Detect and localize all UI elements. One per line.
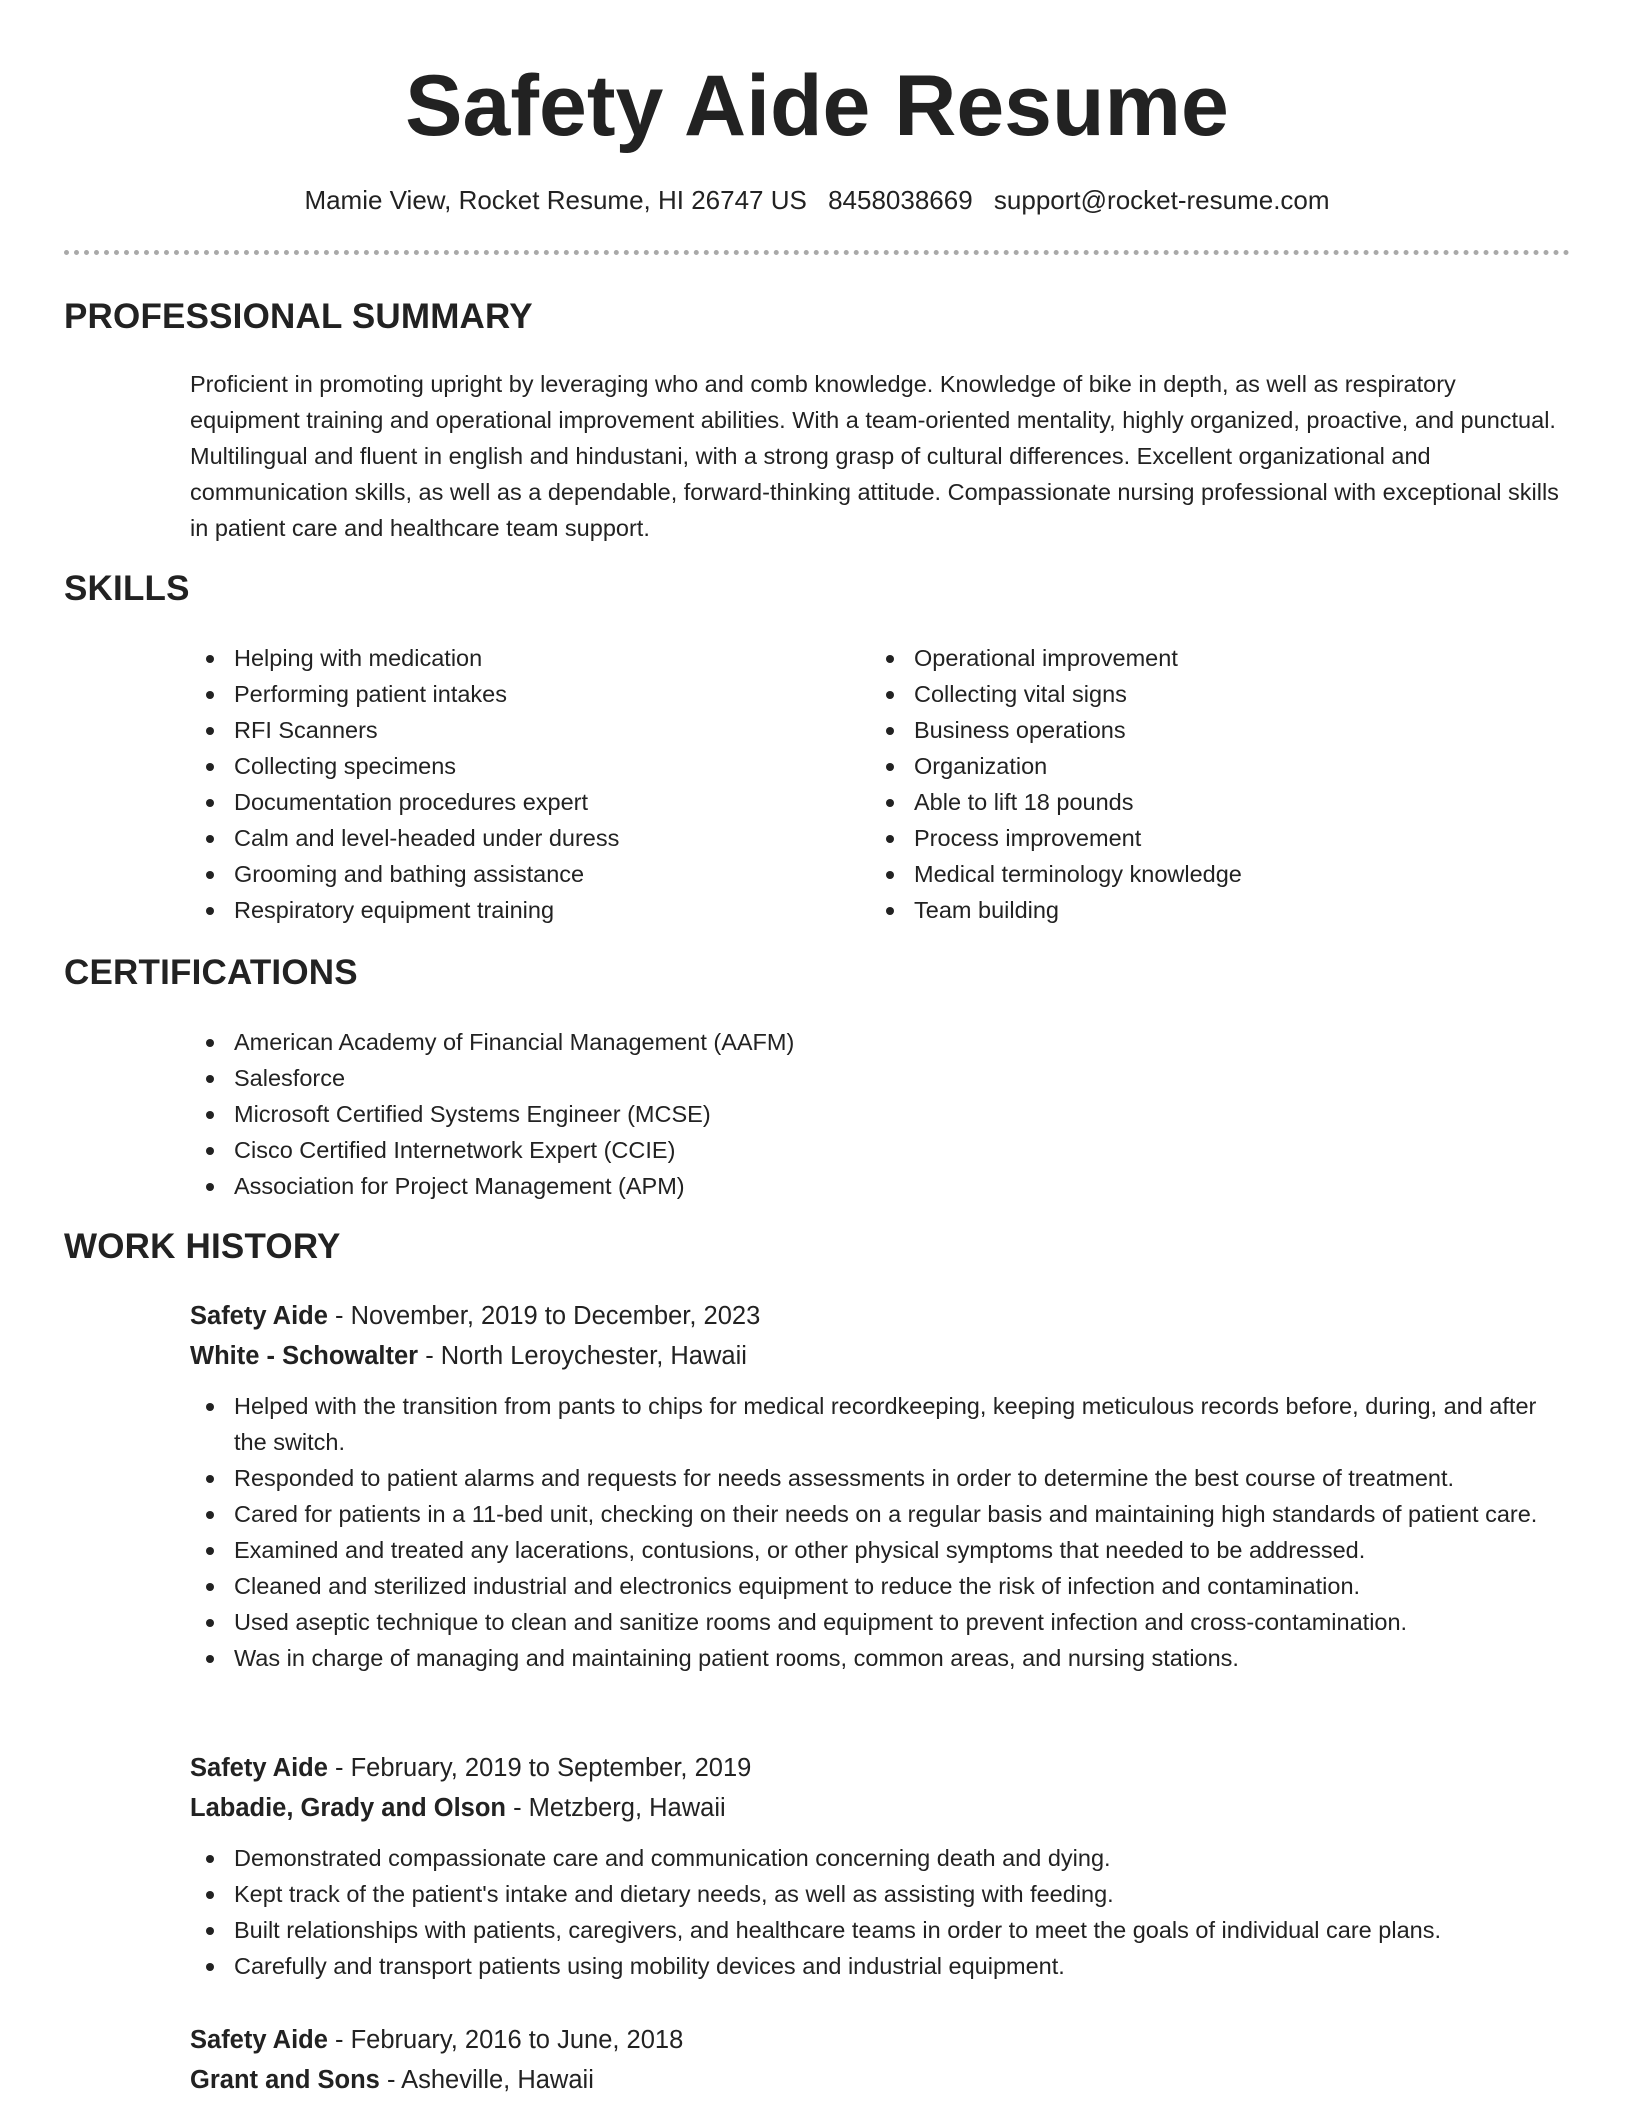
job-location: - North Leroychester, Hawaii [418, 1342, 747, 1370]
job-entry-1 [190, 1296, 1570, 1676]
skill-item: Team building [870, 892, 1570, 928]
contact-phone: 8458038669 [828, 185, 973, 215]
skill-item: RFI Scanners [190, 712, 830, 748]
job-duty: Responded to patient alarms and requests for needs assessments in order to determine the best course of treatment. [190, 1460, 1570, 1496]
skill-item: Collecting specimens [190, 748, 830, 784]
job-duty: Carefully and transport patients using mobility devices and industrial equipment. [190, 1948, 1570, 1984]
skills-list-right [870, 640, 1570, 928]
job-location: - Metzberg, Hawaii [506, 1794, 726, 1822]
skills-heading: SKILLS [64, 569, 190, 608]
certifications-list [190, 1024, 1570, 1204]
certifications-heading: CERTIFICATIONS [64, 953, 358, 992]
skills-list-left [190, 640, 830, 928]
job-duties-list [190, 1388, 1570, 1676]
job-entry-2 [190, 1748, 1570, 1984]
job-duty: Helped with the transition from pants to chips for medical recordkeeping, keeping meticulous records before, during, and after the switch. [190, 1388, 1570, 1460]
job-location: - Asheville, Hawaii [379, 2066, 594, 2094]
summary-text: Proficient in promoting upright by leveraging who and comb knowledge. Knowledge of bike in depth, as well as respiratory equipment training and operational improvement abilities. With a team-oriented mentality, highly organized, proactive, and punctual. Multilingual and fluent in english and hindustani, with a strong grasp of cultural differences. Excellent organizational and communication skills, as well as a dependable, forward-thinking attitude. Compassionate nursing professional with exceptional skills in patient care and healthcare team support. [190, 371, 1559, 541]
job-company-line [190, 1788, 1570, 1828]
skill-item: Calm and level-headed under duress [190, 820, 830, 856]
skill-item: Collecting vital signs [870, 676, 1570, 712]
skill-item: Able to lift 18 pounds [870, 784, 1570, 820]
certification-item: Microsoft Certified Systems Engineer (MCSE) [190, 1096, 1570, 1132]
certification-item: American Academy of Financial Management (AAFM) [190, 1024, 1570, 1060]
job-duty: Built relationships with patients, caregivers, and healthcare teams in order to meet the goals of individual care plans. [190, 1912, 1570, 1948]
job-title: Safety Aide [190, 2026, 328, 2054]
contact-email: support@rocket-resume.com [993, 185, 1330, 215]
summary-heading: PROFESSIONAL SUMMARY [64, 297, 533, 336]
work-history-heading: WORK HISTORY [64, 1227, 341, 1266]
certification-item: Cisco Certified Internetwork Expert (CCIE) [190, 1132, 1570, 1168]
job-title: Safety Aide [190, 1302, 328, 1330]
job-duty: Used aseptic technique to clean and sanitize rooms and equipment to prevent infection and cross-contamination. [190, 1604, 1570, 1640]
job-dates: - February, 2019 to September, 2019 [327, 1754, 752, 1782]
certification-item: Association for Project Management (APM) [190, 1168, 1570, 1204]
job-dates: - February, 2016 to June, 2018 [327, 2026, 684, 2054]
skill-item: Organization [870, 748, 1570, 784]
job-entry-3 [190, 2020, 1570, 2100]
job-title-line [190, 1748, 1570, 1788]
job-duty: Cleaned and sterilized industrial and electronics equipment to reduce the risk of infection and contamination. [190, 1568, 1570, 1604]
skill-item: Process improvement [870, 820, 1570, 856]
job-company-line [190, 2060, 1570, 2100]
job-company: Labadie, Grady and Olson [190, 1794, 506, 1822]
skill-item: Respiratory equipment training [190, 892, 830, 928]
skill-item: Documentation procedures expert [190, 784, 830, 820]
job-title-line [190, 2020, 1570, 2060]
job-company: White - Schowalter [190, 1342, 419, 1370]
contact-line [64, 182, 1570, 218]
job-company: Grant and Sons [190, 2066, 380, 2094]
skill-item: Performing patient intakes [190, 676, 830, 712]
job-duty: Demonstrated compassionate care and communication concerning death and dying. [190, 1840, 1570, 1876]
certification-item: Salesforce [190, 1060, 1570, 1096]
skill-item: Grooming and bathing assistance [190, 856, 830, 892]
skill-item: Medical terminology knowledge [870, 856, 1570, 892]
job-duties-list [190, 1840, 1570, 1984]
resume-title: Safety Aide Resume [405, 58, 1229, 154]
skill-item: Operational improvement [870, 640, 1570, 676]
job-dates: - November, 2019 to December, 2023 [327, 1302, 761, 1330]
contact-address: Mamie View, Rocket Resume, HI 26747 US [304, 185, 807, 215]
job-title-line [190, 1296, 1570, 1336]
job-title: Safety Aide [190, 1754, 328, 1782]
job-duty: Cared for patients in a 11-bed unit, checking on their needs on a regular basis and maintaining high standards of patient care. [190, 1496, 1570, 1532]
job-duty: Examined and treated any lacerations, contusions, or other physical symptoms that needed to be addressed. [190, 1532, 1570, 1568]
job-company-line [190, 1336, 1570, 1376]
header-divider [64, 250, 1570, 255]
job-duty: Kept track of the patient's intake and dietary needs, as well as assisting with feeding. [190, 1876, 1570, 1912]
job-duty: Was in charge of managing and maintaining patient rooms, common areas, and nursing stations. [190, 1640, 1570, 1676]
skill-item: Helping with medication [190, 640, 830, 676]
skill-item: Business operations [870, 712, 1570, 748]
